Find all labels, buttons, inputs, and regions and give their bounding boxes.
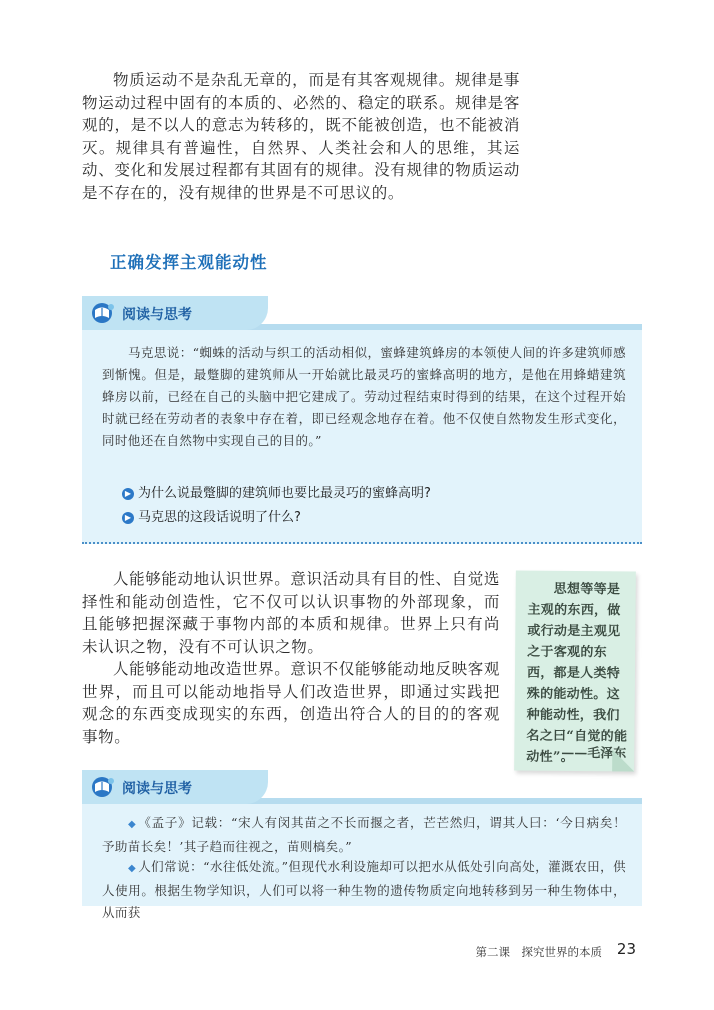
footer-chapter-label: 第二课 探究世界的本质: [475, 945, 602, 959]
section-title: 正确发挥主观能动性: [110, 253, 268, 272]
reading-box-title: 阅读与思考: [122, 307, 192, 323]
paragraph-cognition: 人能够能动地认识世界。意识活动具有目的性、自觉选择性和能动创造性，它不仅可以认识事物的外部现象，而且能够把握深藏于事物内部的本质和规律。世界上只有尚未认识之物，没有不可认识之物。: [82, 570, 500, 656]
reading-box-header: [82, 296, 642, 332]
side-quote-author: ——毛泽东: [561, 745, 627, 762]
mencius-item: ◆ 《孟子》记载：“宋人有闵其苗之不长而揠之者，芒芒然归，谓其人曰：‘今日病矣！予助苗长矣！’其子趋而往视之，苗则槁矣。”: [102, 815, 626, 854]
marx-quote: 马克思说：“蜘蛛的活动与织工的活动相似，蜜蜂建筑蜂房的本领使人间的许多建筑师感到惭愧。但是，最蹩脚的建筑师从一开始就比最灵巧的蜜蜂高明的地方，是他在用蜂蜡建筑蜂房以前，已经在自己的头脑中把它建成了。劳动过程结束时得到的结果，在这个过程开始时就已经在劳动者的表象中存在着，即已经观念地存在着。他不仅使自然物发生形式变化，同时他还在自然物中实现自己的目的。”: [102, 345, 626, 448]
paragraph-law: 物质运动不是杂乱无章的，而是有其客观规律。规律是事物运动过程中固有的本质的、必然的、稳定的联系。规律是客观的，是不以人的意志为转移的，既不能被创造，也不能被消灭。规律具有普遍性，自然界、人类社会和人的思维，其运动、变化和发展过程都有其固有的规律。没有规律的物质运动是不存在的，没有规律的世界是不可思议的。: [82, 71, 520, 202]
reading-box-header: [82, 770, 642, 806]
arrow-bullet-icon: ▶: [122, 512, 134, 524]
page-number: 23: [616, 940, 636, 958]
water-item: ◆ 人们常说：“水往低处流。”但现代水利设施却可以把水从低处引向高处，灌溉农田，供人使用。根据生物学知识，人们可以将一种生物的遗传物质定向地转移到另一种生物体中，从而获: [102, 859, 627, 920]
diamond-bullet-icon: ◆: [128, 819, 137, 830]
question-item: ▶ 为什么说最蹩脚的建筑师也要比最灵巧的蜜蜂高明?: [122, 482, 431, 501]
question-item: ▶ 马克思的这段话说明了什么?: [122, 506, 301, 525]
paragraph-practice: 人能够能动地改造世界。意识不仅能够能动地反映客观世界，而且可以能动地指导人们改造世界，即通过实践把观念的东西变成现实的东西，创造出符合人的目的的客观事物。: [82, 660, 500, 746]
side-quote-note: [514, 570, 636, 771]
reading-box-mencius: [82, 770, 642, 920]
diamond-bullet-icon: ◆: [128, 863, 137, 874]
arrow-bullet-icon: ▶: [122, 488, 134, 500]
reading-box-marx: [82, 296, 642, 544]
reading-box-title: 阅读与思考: [122, 781, 192, 797]
reading-icon: [90, 301, 116, 325]
side-quote-text: 思想等等是主观的东西，做或行动是主观见之于客观的东西，都是人类特殊的能动性。这种能动性，我们名之曰“自觉的能动性”。: [526, 581, 628, 765]
reading-icon: [90, 775, 116, 799]
